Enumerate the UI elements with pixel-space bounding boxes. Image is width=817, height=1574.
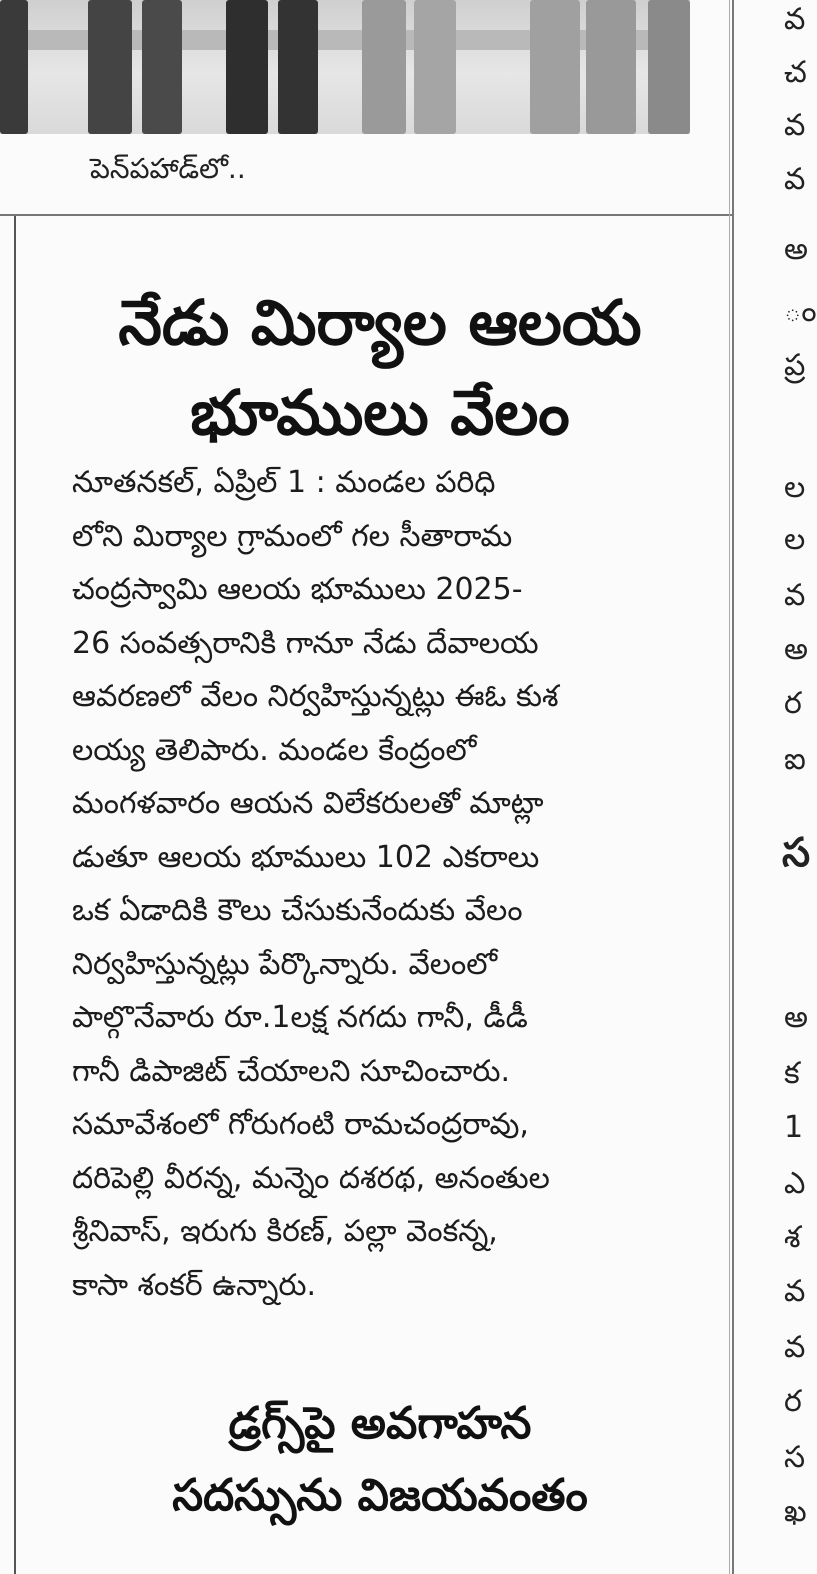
body-line: 26 సంవత్సరానికి గానూ నేడు దేవాలయ bbox=[72, 625, 539, 661]
cut-off-text: వ bbox=[784, 1274, 806, 1309]
body-line: శ్రీనివాస్, ఇరుగు కిరణ్, పల్లా వెంకన్న, bbox=[72, 1214, 498, 1249]
body-line: దరిపెల్లి వీరన్న, మన్నెం దశరథ, అనంతుల bbox=[72, 1160, 550, 1196]
cut-off-text: అ bbox=[784, 632, 808, 667]
photo-caption: పెన్‌పహాడ్‌లో.. bbox=[90, 152, 246, 185]
next-article-headline bbox=[40, 1388, 720, 1532]
column-rule-right bbox=[732, 0, 734, 1574]
body-line: ఆవరణలో వేలం నిర్వహిస్తున్నట్లు ఈఓ కుశ bbox=[72, 679, 559, 714]
cut-off-text: వ bbox=[784, 162, 806, 197]
body-line: మంగళవారం ఆయన విలేకరులతో మాట్లా bbox=[72, 786, 544, 821]
body-line: సమావేశంలో గోరుగంటి రామచంద్రరావు, bbox=[72, 1107, 529, 1142]
cut-off-text: వ bbox=[784, 2, 806, 37]
body-line: లోని మిర్యాల గ్రామంలో గల సీతారామ bbox=[72, 518, 513, 554]
body-line: లయ్య తెలిపారు. మండల కేంద్రంలో bbox=[72, 732, 477, 768]
cut-off-text: వ bbox=[784, 1330, 806, 1365]
cut-off-text: అ bbox=[784, 232, 808, 267]
body-line: నూతనకల్, ఏప్రిల్ 1 : మండల పరిధి bbox=[72, 465, 496, 500]
cut-off-text: ర bbox=[784, 1384, 802, 1419]
cut-off-text: ర bbox=[784, 686, 802, 721]
body-line: డుతూ ఆలయ భూములు 102 ఎకరాలు bbox=[72, 839, 540, 875]
body-line: గానీ డిపాజిట్ చేయాలని సూచించారు. bbox=[72, 1053, 511, 1089]
cut-off-text: ఖ bbox=[784, 1494, 807, 1529]
body-line: కాసా శంకర్ ఉన్నారు. bbox=[72, 1267, 317, 1303]
next-headline-line-1: డ్రగ్స్‌పై అవగాహన bbox=[228, 1398, 532, 1449]
headline-line-2: భూములు వేలం bbox=[190, 376, 570, 449]
news-photo bbox=[0, 0, 690, 134]
cut-off-text: చ bbox=[784, 55, 807, 90]
cut-off-text: శ bbox=[784, 1220, 801, 1255]
article-body bbox=[72, 456, 690, 1312]
cut-off-text: అ bbox=[784, 1000, 808, 1035]
article-headline bbox=[40, 278, 720, 458]
section-divider bbox=[0, 214, 733, 216]
cut-off-text: 1 bbox=[784, 1110, 804, 1145]
cut-off-text: ఐ bbox=[784, 742, 806, 777]
cut-off-text: స bbox=[782, 830, 811, 876]
cut-off-text: వ bbox=[784, 108, 806, 143]
body-line: చంద్రస్వామి ఆలయ భూములు 2025- bbox=[72, 572, 523, 607]
next-headline-line-2: సదస్సును విజయవంతం bbox=[172, 1470, 588, 1521]
cut-off-text: ం bbox=[784, 294, 817, 329]
cut-off-text: ల bbox=[784, 522, 806, 557]
headline-line-1: నేడు మిర్యాల ఆలయ bbox=[118, 286, 642, 359]
cut-off-text: ఎ bbox=[784, 1166, 806, 1201]
body-line: ఒక ఏడాదికి కౌలు చేసుకునేందుకు వేలం bbox=[72, 893, 523, 928]
column-rule-left bbox=[14, 216, 16, 1574]
cut-off-text: ప్ర bbox=[784, 348, 806, 383]
cut-off-text: స bbox=[784, 1440, 806, 1475]
adjacent-column-cutoff bbox=[738, 0, 817, 1574]
cut-off-text: ల bbox=[784, 470, 806, 505]
cut-off-text: క bbox=[784, 1056, 800, 1091]
cut-off-text: వ bbox=[784, 578, 806, 613]
body-line: నిర్వహిస్తున్నట్లు పేర్కొన్నారు. వేలంలో bbox=[72, 946, 498, 982]
column-rule-inner bbox=[729, 0, 730, 1574]
body-line: పాల్గొనేవారు రూ.1లక్ష నగదు గానీ, డీడీ bbox=[72, 1000, 528, 1035]
